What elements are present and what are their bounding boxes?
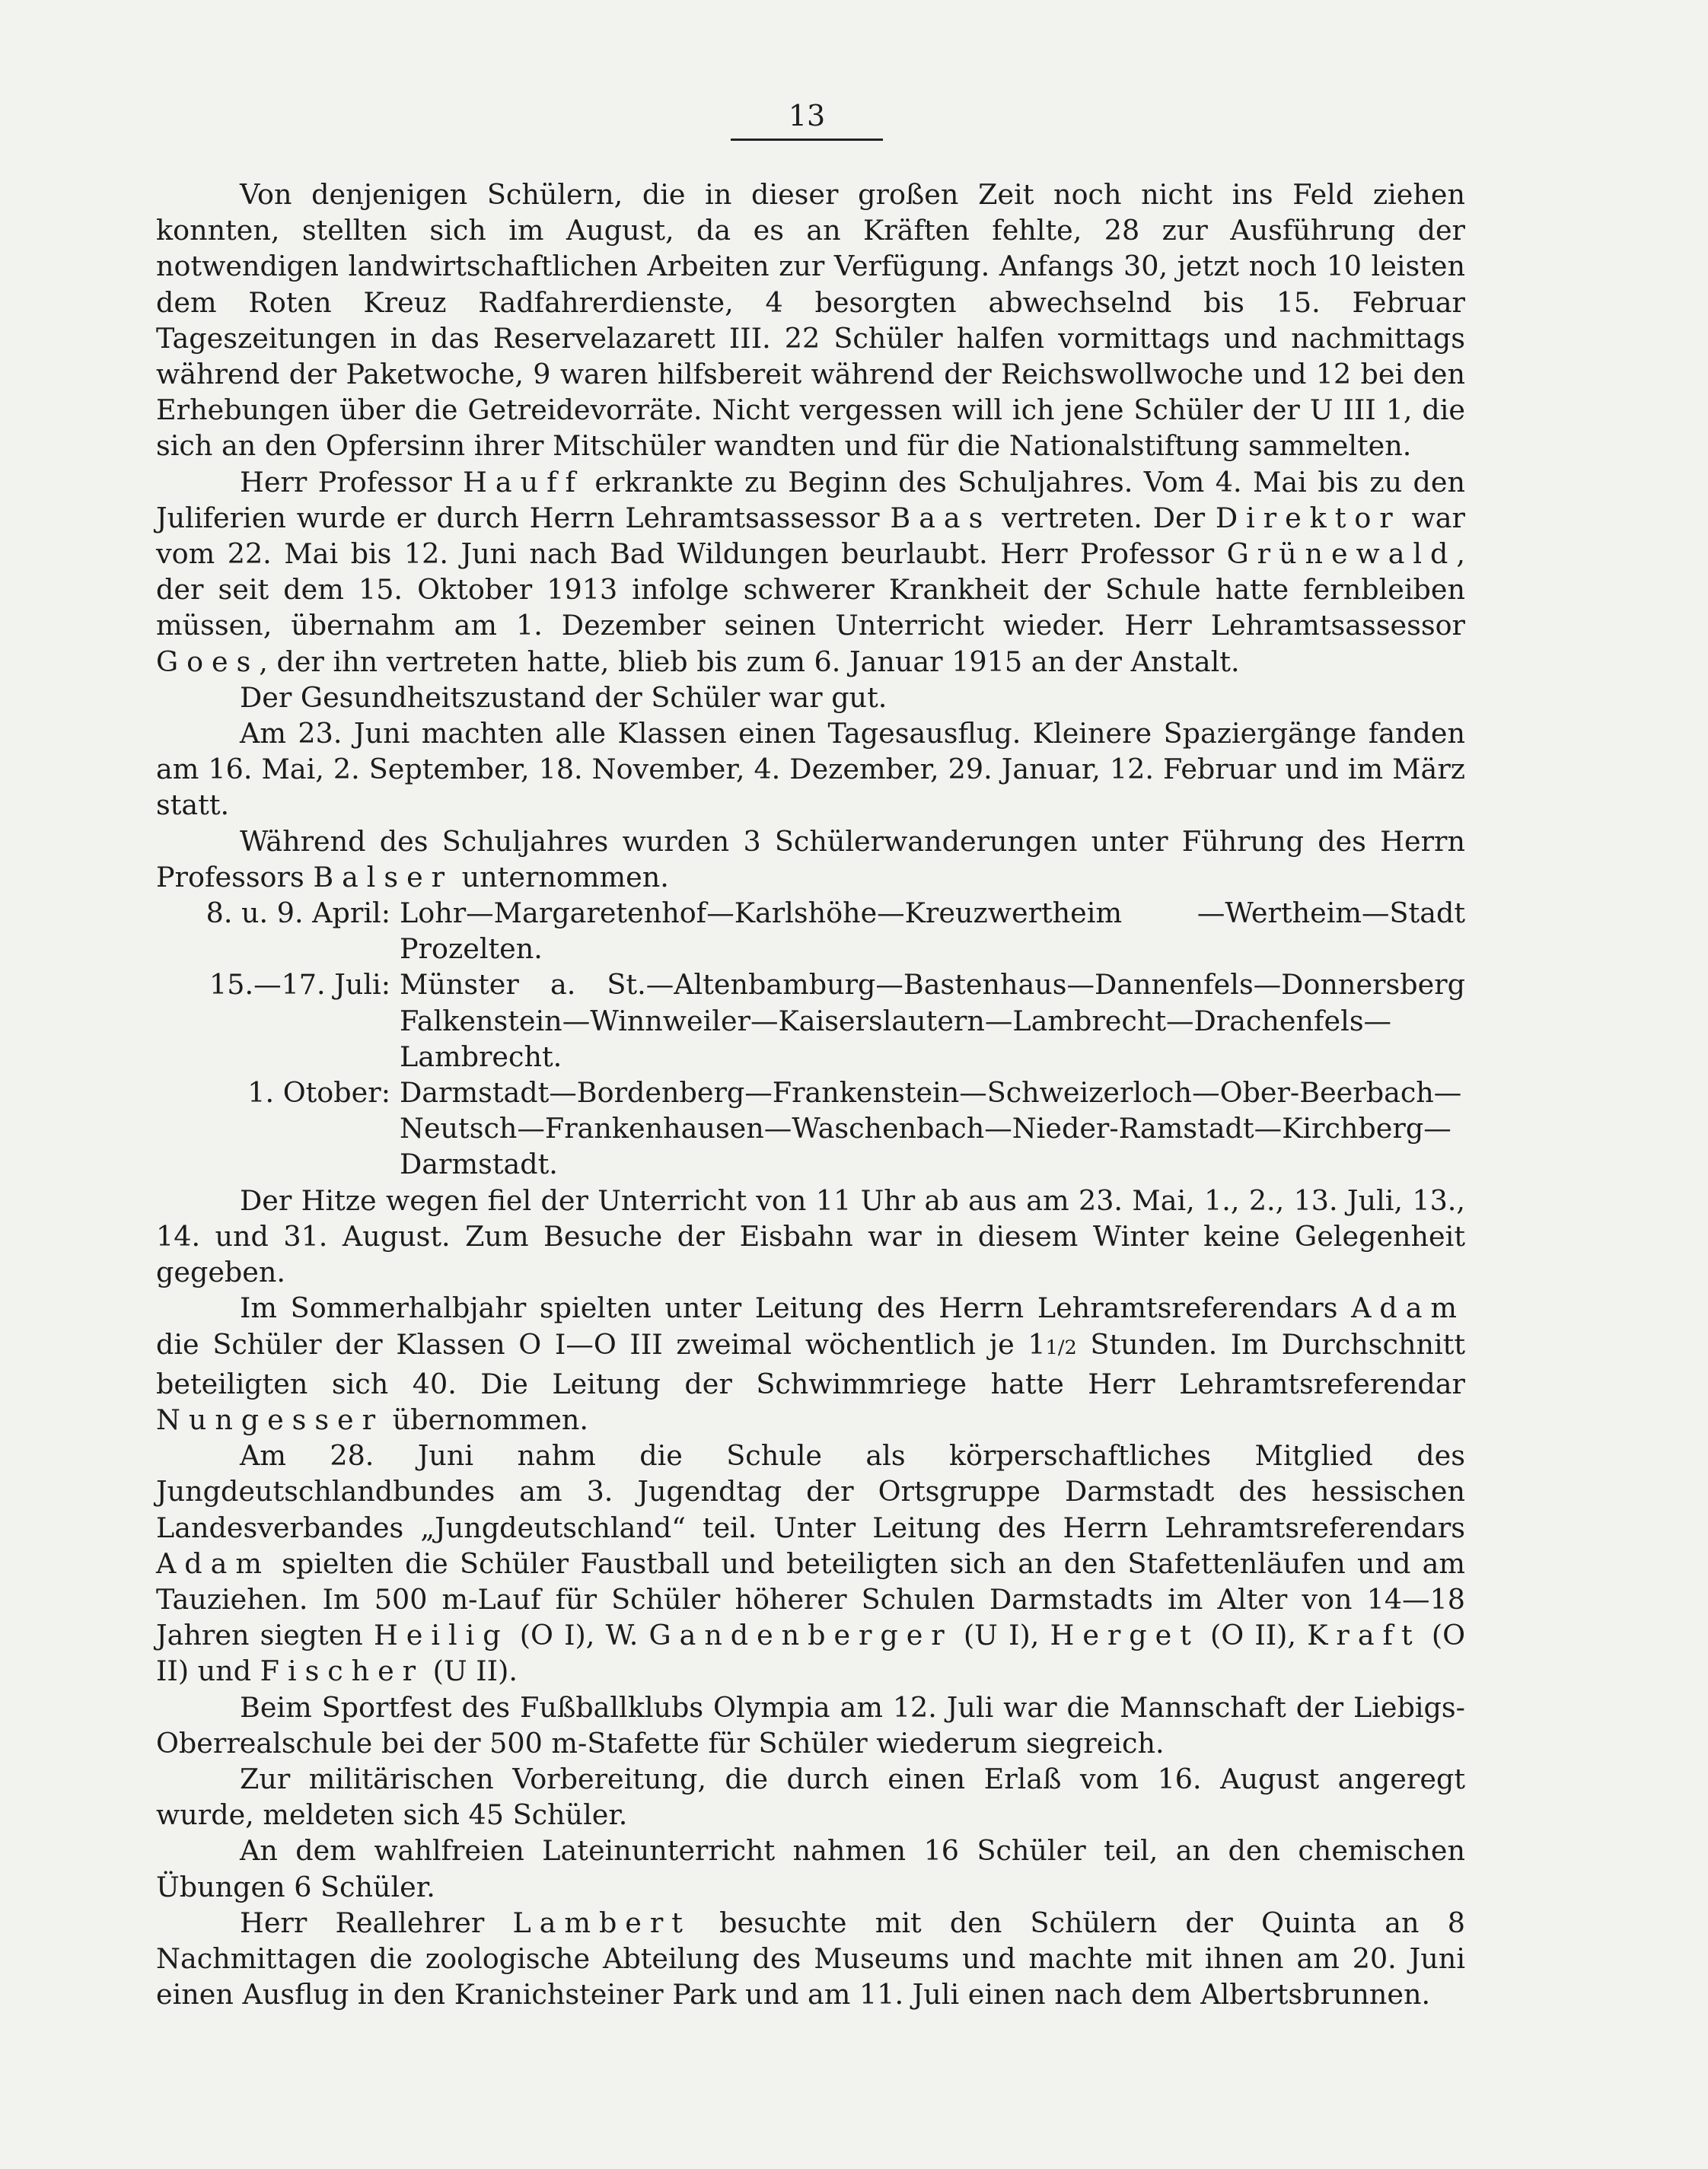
name-gruenewald: Grünewald: [1226, 537, 1457, 571]
fraction-half: 1/2: [1045, 1336, 1077, 1359]
name-adam: Adam: [156, 1546, 270, 1580]
tour-date: 8. u. 9. April:: [206, 897, 390, 930]
paragraph-excursions: Am 23. Juni machten alle Klassen einen Tagesausflug. Kleinere Spaziergänge fanden am 16. Mai, 2. September, 18. November, 4. Dezember, 29. Januar, 12. Februar und im März statt.: [156, 717, 1465, 822]
tour-entry: [156, 967, 1465, 1075]
name-hauff: Hauff: [463, 465, 584, 498]
name-lambert: Lambert: [512, 1906, 691, 1939]
paragraph-war-service: Von denjenigen Schülern, die in dieser großen Zeit noch nicht ins Feld ziehen konnten, stellten sich im August, da es an Kräften fehlte, 28 zur Ausführung der notwendigen landwirtschaftlichen Arbeiten zur Verfügung. Anfangs 30, jetzt noch 10 leisten dem Roten Kreuz Radfahrerdienste, 4 besorgten abwechselnd bis 15. Februar Tageszeitungen in das Reservelazarett III. 22 Schüler halfen vormittags und nachmittags während der Paketwoche, 9 waren hilfsbereit während der Reichswollwoche und 12 bei den Erhebungen über die Getreidevorräte. Nicht vergessen will ich jene Schüler der U III 1, die sich an den Opfersinn ihrer Mitschüler wandten und für die Nationalstiftung sammelten.: [156, 178, 1465, 463]
tour-entry: [156, 895, 1465, 967]
paragraph-sportfest: Beim Sportfest des Fußballklubs Olympia am 12. Juli war die Mannschaft der Liebigs-Oberrealschule bei der 500 m-Stafette für Schüler wiederum siegreich.: [156, 1690, 1465, 1760]
paragraph-games: Im Sommerhalbjahr spielten unter Leitung des Herrn Lehramtsreferendars Adam die Schüler der Klassen O I—O III zweimal wöchentlich je 11/2 Stunden. Im Durchschnitt beteiligten sich 40. Die Leitung der Schwimmriege hatte Herr Lehramtsreferendar Nungesser übernommen.: [156, 1292, 1466, 1436]
name-nungesser: Nungesser: [156, 1403, 384, 1436]
page-number: 13: [731, 99, 883, 141]
tour-entry: [156, 1075, 1465, 1183]
title-direktor: Direktor: [1215, 501, 1401, 534]
paragraph-health: Der Gesundheitszustand der Schüler war gut.: [240, 680, 887, 714]
name-baas: Baas: [890, 501, 992, 534]
paragraph-youth-day: Am 28. Juni nahm die Schule als körperschaftliches Mitglied des Jungdeutschlandbundes am 3. Jugendtag der Ortsgruppe Darmstadt des hessischen Landesverbandes „Jungdeutschland“ teil. Unter Leitung des Herrn Lehramtsreferendars Adam spielten die Schüler Faustball und beteiligten sich an den Stafettenläufen und am Tauziehen. Im 500 m-Lauf für Schüler höherer Schulen Darmstadts im Alter von 14—18 Jahren siegten Heilig (O I), W. Gandenberger (U I), Herget (O II), Kraft (O II) und Fischer (U II).: [156, 1439, 1465, 1688]
name-adam: Adam: [1351, 1292, 1465, 1325]
tour-date: 1. Otober:: [247, 1076, 390, 1110]
name-balser: Balser: [313, 860, 454, 893]
body-text: [156, 177, 1465, 2012]
name-herget: Herget: [1050, 1619, 1200, 1652]
name-heilig: Heilig: [374, 1619, 509, 1652]
paragraph-staff-changes: Herr Professor Hauff erkrankte zu Beginn des Schuljahres. Vom 4. Mai bis zu den Juliferien wurde er durch Herrn Lehramtsassessor Baas vertreten. Der Direktor war vom 22. Mai bis 12. Juni nach Bad Wildungen beurlaubt. Herr Professor Grünewald, der seit dem 15. Oktober 1913 infolge schwerer Krankheit der Schule hatte fernbleiben müssen, übernahm am 1. Dezember seinen Unterricht wieder. Herr Lehramtsassessor Goes, der ihn vertreten hatte, blieb bis zum 6. Januar 1915 an der Anstalt.: [156, 465, 1465, 678]
tour-route: Darmstadt—Bordenberg—Frankenstein—Schweizerloch—Ober-Beerbach—Neutsch—Frankenhausen—Waschenbach—Nieder-Ramstadt—Kirchberg—Darmstadt.: [400, 1076, 1462, 1181]
paragraph-heat: Der Hitze wegen fiel der Unterricht von 11 Uhr ab aus am 23. Mai, 1., 2., 13. Juli, 13., 14. und 31. August. Zum Besuche der Eisbahn war in diesem Winter keine Gelegenheit gegeben.: [156, 1183, 1465, 1289]
name-gandenberger: Gandenberger: [648, 1619, 953, 1652]
tour-route: Münster a. St.—Altenbamburg—Bastenhaus—Dannenfels—Donnersberg Falkenstein—Winnweiler—Kaiserslautern—Lambrecht—Drachenfels—Lambrecht.: [400, 968, 1465, 1073]
paragraph-quinta: Herr Reallehrer Lambert besuchte mit den Schülern der Quinta an 8 Nachmittagen die zoologische Abteilung des Museums und machte mit ihnen am 20. Juni einen Ausflug in den Kranichsteiner Park und am 11. Juli einen nach dem Albertsbrunnen.: [156, 1906, 1465, 2011]
paragraph-latin: An dem wahlfreien Lateinunterricht nahmen 16 Schüler teil, an den chemischen Übungen 6 Schüler.: [156, 1834, 1465, 1903]
name-goes: Goes: [156, 645, 260, 678]
paragraph-hikes: Während des Schuljahres wurden 3 Schülerwanderungen unter Führung des Herrn Professors Balser unternommen.: [156, 824, 1465, 893]
name-kraft: Kraft: [1307, 1619, 1421, 1652]
name-fischer: Fischer: [260, 1655, 425, 1688]
tour-route: Lohr—Margaretenhof—Karlshöhe—Kreuzwertheim —Wertheim—Stadt Prozelten.: [400, 897, 1465, 966]
tour-date: 15.—17. Juli:: [209, 968, 390, 1002]
paragraph-military: Zur militärischen Vorbereitung, die durch einen Erlaß vom 16. August angeregt wurde, meldeten sich 45 Schüler.: [156, 1762, 1465, 1832]
